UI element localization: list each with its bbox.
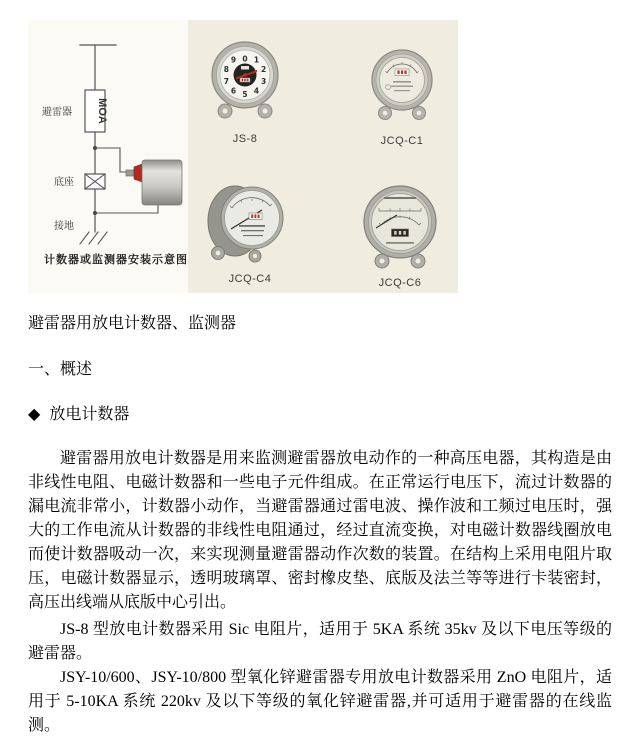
c4-window-digits: [251, 214, 259, 218]
device-js8: [212, 42, 278, 145]
svg-text:5: 5: [242, 90, 248, 99]
sub-heading: [28, 403, 612, 427]
device-jcq-c6: [364, 186, 436, 289]
device-label-jcq-c1: JCQ-C1: [380, 135, 424, 147]
svg-text:7: 7: [223, 77, 230, 86]
moa-label: MOA: [96, 98, 108, 124]
device-label-js8: JS-8: [232, 133, 258, 145]
svg-text:4: 4: [253, 86, 260, 96]
c6-bottom-text-line: [386, 242, 414, 244]
figure-svg: [28, 20, 458, 293]
figure-photo: [28, 20, 458, 293]
connector-tip: [126, 170, 134, 176]
paragraph-overview: 避雷器用放电计数器是用来监测避雷器放电动作的一种高压电器，其构造是由非线性电阻、电磁计数器和一些电子元件组成。在正常运行电压下，流过计数器的漏电流非常小，计数器小动作，当避雷器通过雷电波、操作波和工频过电压时，强大的工作电流从计数器的非线性电阻通过，经过直流变换，对电磁计数器线圈放电而使计数器吸动一次，来实现测量避雷器动作次数的装置。在结构上采用电阻片取压，电磁计数器显示，透明玻璃罩、密封橡皮垫、底版及法兰等等进行卡装密封，高压出线端从底版中心引出。: [28, 450, 612, 611]
counter-device-drawing: [126, 160, 182, 205]
c1-window-digits: [397, 70, 406, 74]
c6-face: [372, 194, 429, 251]
device-jcq-c4: [208, 186, 283, 285]
installation-diagram: [42, 45, 188, 266]
device-label-jcq-c4: JCQ-C4: [228, 273, 272, 285]
svg-text:3: 3: [260, 77, 267, 86]
diamond-bullet-icon: ◆: [28, 406, 41, 423]
svg-text:1: 1: [253, 55, 260, 65]
paragraph-jsy: JSY-10/600、JSY-10/800 型氧化锌避雷器专用放电计数器采用 ZnO 电阻片，适用于 5-10KA 系统 220kv 及以下等级的氧化锌避雷器,并可适用于避雷器的在线监测。: [28, 669, 612, 734]
arrester-label: 避雷器: [42, 107, 72, 118]
svg-text:2: 2: [260, 65, 267, 74]
sub-heading-label: 放电计数器: [49, 406, 130, 423]
js8-nameplate: [241, 66, 249, 70]
diagram-caption: 计数器或监测器安装示意图: [44, 254, 188, 266]
section-heading: 一、概述: [28, 361, 93, 378]
device-jcq-c1: [372, 50, 432, 147]
connector-red-cone: [134, 164, 142, 182]
svg-text:8: 8: [223, 65, 230, 74]
branch-top-wire: [95, 148, 126, 172]
svg-text:9: 9: [230, 55, 237, 65]
svg-text:6: 6: [230, 86, 237, 96]
counter-cylinder: [142, 160, 182, 205]
c6-window-digits: [394, 231, 406, 235]
paragraph-js8: JS-8 型放电计数器采用 Sic 电阻片，适用于 5KA 系统 35kv 及以下电压等级的避雷器。: [28, 621, 612, 662]
ground-label: 接地: [54, 221, 74, 232]
svg-text:0: 0: [242, 54, 248, 64]
base-label: 底座: [54, 177, 74, 188]
device-label-jcq-c6: JCQ-C6: [378, 277, 422, 289]
js8-window-digits: [242, 79, 249, 81]
page-title: 避雷器用放电计数器、监测器: [28, 315, 237, 332]
c6-top-text-line: [384, 197, 416, 199]
ground-symbol: [80, 232, 107, 244]
js8-needle-hub: [243, 73, 247, 77]
